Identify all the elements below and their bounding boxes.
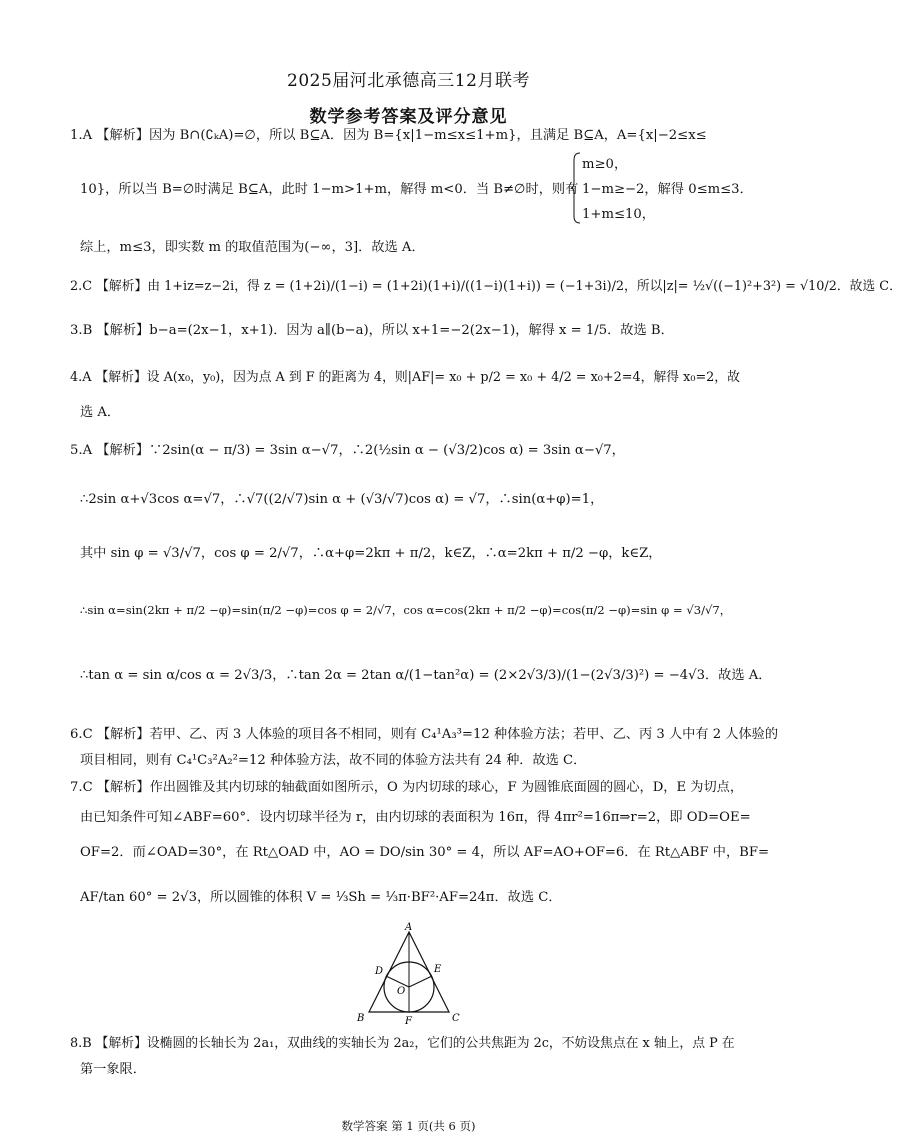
q7-line-2: 由已知条件可知∠ABF=60°．设内切球半径为 r，由内切球的表面积为 16π，得 4πr²=16π⇒r=2，即 OD=OE=	[80, 810, 751, 825]
label-b: B	[357, 1013, 365, 1024]
q5-line-5: ∴tan α = sin α/cos α = 2√3/3，∴tan 2α = 2tan α/(1−tan²α) = (2×2√3/3)/(1−(2√3/3)²) = −4√3．故选 A．	[80, 668, 772, 683]
q4-line-1: 4.A 【解析】设 A(x₀，y₀)，因为点 A 到 F 的距离为 4，则|AF|= x₀ + p/2 = x₀ + 4/2 = x₀+2=4，解得 x₀=2，故	[70, 370, 740, 385]
label-d: D	[375, 966, 384, 977]
q6-line-1: 6.C 【解析】若甲、乙、丙 3 人体验的项目各不相同，则有 C₄¹A₃³=12 种体验方法；若甲、乙、丙 3 人中有 2 人体验的	[70, 727, 779, 742]
q1-system-1: m≥0，	[582, 157, 628, 172]
q6-line-2: 项目相同，则有 C₄¹C₃²A₂²=12 种体验方法，故不同的体验方法共有 24 种．故选 C．	[80, 753, 587, 768]
page-title: 2025届河北承德高三12月联考	[287, 71, 530, 91]
q5-line-4: ∴sin α=sin(2kπ + π/2 −φ)=sin(π/2 −φ)=cos φ = 2/√7，cos α=cos(2kπ + π/2 −φ)=cos(π/2 −φ)=sin φ = √3/√7，	[80, 603, 732, 617]
q1-system-3: 1+m≤10，	[582, 207, 655, 222]
label-c: C	[452, 1013, 460, 1024]
q1-line-3: 综上，m≤3，即实数 m 的取值范围为(−∞，3]．故选 A．	[80, 240, 425, 255]
q4-line-2: 选 A．	[80, 405, 121, 420]
q5-line-3: 其中 sin φ = √3/√7，cos φ = 2/√7，∴α+φ=2kπ + π/2，k∈Z，∴α=2kπ + π/2 −φ，k∈Z，	[80, 546, 662, 561]
q8-line-1: 8.B 【解析】设椭圆的长轴长为 2a₁，双曲线的实轴长为 2a₂，它们的公共焦距为 2c，不妨设焦点在 x 轴上，点 P 在	[70, 1036, 735, 1051]
radius-oe	[409, 976, 432, 987]
label-a: A	[405, 922, 413, 933]
q2-line-1: 2.C 【解析】由 1+iz=z−2i，得 z = (1+2i)/(1−i) = (1+2i)(1+i)/((1−i)(1+i)) = (−1+3i)/2，所以|z|= ½√((−1)²+3²) = √10/2．故选 C．	[70, 279, 902, 294]
page-footer: 数学答案 第 1 页(共 6 页)	[341, 1119, 476, 1133]
q8-line-2: 第一象限．	[80, 1062, 146, 1077]
q7-line-4: AF/tan 60° = 2√3，所以圆锥的体积 V = ⅓Sh = ⅓π·BF²·AF=24π．故选 C．	[80, 890, 562, 905]
q1-line-1: 1.A 【解析】因为 B∩(∁ₖA)=∅，所以 B⊆A．因为 B={x|1−m≤x≤1+m}，且满足 B⊆A，A={x|−2≤x≤	[70, 128, 707, 143]
q5-line-1: 5.A 【解析】∵2sin(α − π/3) = 3sin α−√7，∴2(½sin α − (√3/2)cos α) = 3sin α−√7，	[70, 443, 625, 458]
system-brace	[571, 152, 581, 224]
label-o: O	[397, 986, 406, 997]
q3-line-1: 3.B 【解析】b−a=(2x−1，x+1)．因为 a∥(b−a)，所以 x+1=−2(2x−1)，解得 x = 1/5．故选 B．	[70, 323, 674, 338]
q5-line-2: ∴2sin α+√3cos α=√7，∴√7((2/√7)sin α + (√3/√7)cos α) = √7，∴sin(α+φ)=1，	[80, 492, 604, 507]
q7-line-1: 7.C 【解析】作出圆锥及其内切球的轴截面如图所示，O 为内切球的球心，F 为圆锥底面圆的圆心，D，E 为切点，	[70, 780, 744, 795]
q1-system-2: 1−m≥−2，解得 0≤m≤3．	[582, 182, 753, 197]
label-e: E	[434, 964, 442, 975]
cone-sphere-figure	[345, 922, 465, 1028]
q7-line-3: OF=2．而∠OAD=30°，在 Rt△OAD 中，AO = DO/sin 30° = 4，所以 AF=AO+OF=6．在 Rt△ABF 中，BF=	[80, 845, 770, 860]
label-f: F	[405, 1016, 412, 1027]
page-subtitle: 数学参考答案及评分意见	[309, 107, 508, 127]
q1-line-2: 10}，所以当 B=∅时满足 B⊆A，此时 1−m>1+m，解得 m<0．当 B≠∅时，则有	[80, 182, 579, 197]
